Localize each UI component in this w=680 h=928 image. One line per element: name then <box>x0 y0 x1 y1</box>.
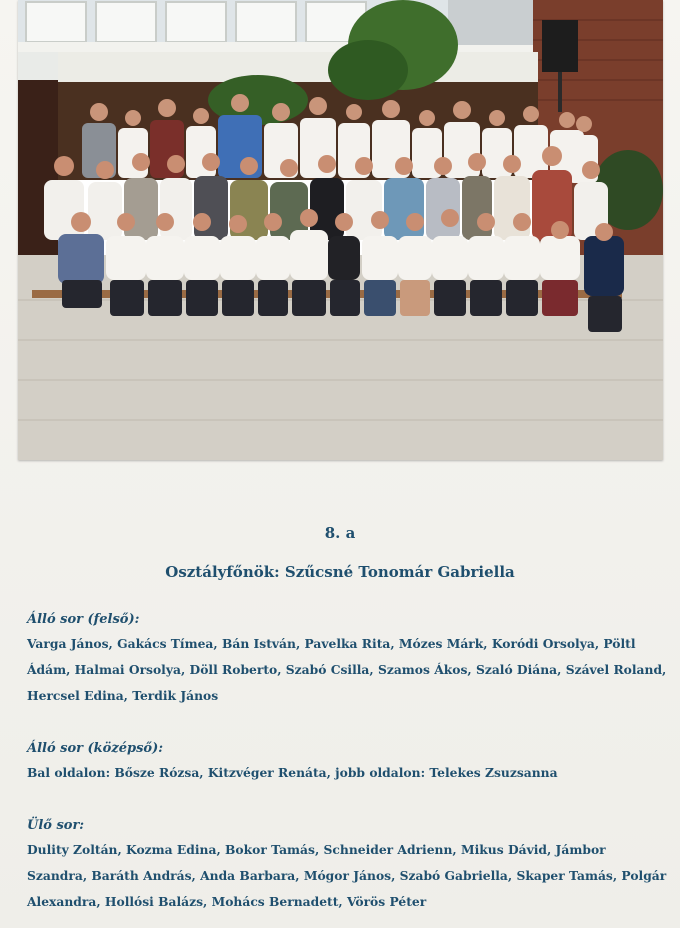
names-top-row: Varga János, Gakács Tímea, Bán István, Pavelka Rita, Mózes Márk, Koródi Orsolya, Pöltl Ádám, Halmai Orsolya, Döll Roberto, Szabó Csilla, Szamos Ákos, Szaló Diána, Szável Roland, Hercsel Edina, Terdik János <box>27 636 667 703</box>
section-label-seated-row: Ülő sor: <box>27 818 85 833</box>
class-teacher-line: Osztályfőnök: Szűcsné Tonomár Gabriella <box>165 563 515 581</box>
class-group-photo <box>18 0 663 460</box>
names-middle-row: Bal oldalon: Bősze Rózsa, Kitzvéger Renáta, jobb oldalon: Telekes Zsuzsanna <box>27 765 558 780</box>
class-photo-illustration <box>18 0 663 460</box>
section-label-middle-row: Álló sor (középső): <box>27 741 164 756</box>
names-seated-row: Dulity Zoltán, Kozma Edina, Bokor Tamás, Schneider Adrienn, Mikus Dávid, Jámbor Szandra, Baráth András, Anda Barbara, Mógor János, Szabó Gabriella, Skaper Tamás, Polgár Alexandra, Hollósi Balázs, Mohács Bernadett, Vörös Péter <box>27 842 667 909</box>
section-label-top-row: Álló sor (felső): <box>27 612 140 627</box>
class-title: 8. a <box>324 524 356 542</box>
